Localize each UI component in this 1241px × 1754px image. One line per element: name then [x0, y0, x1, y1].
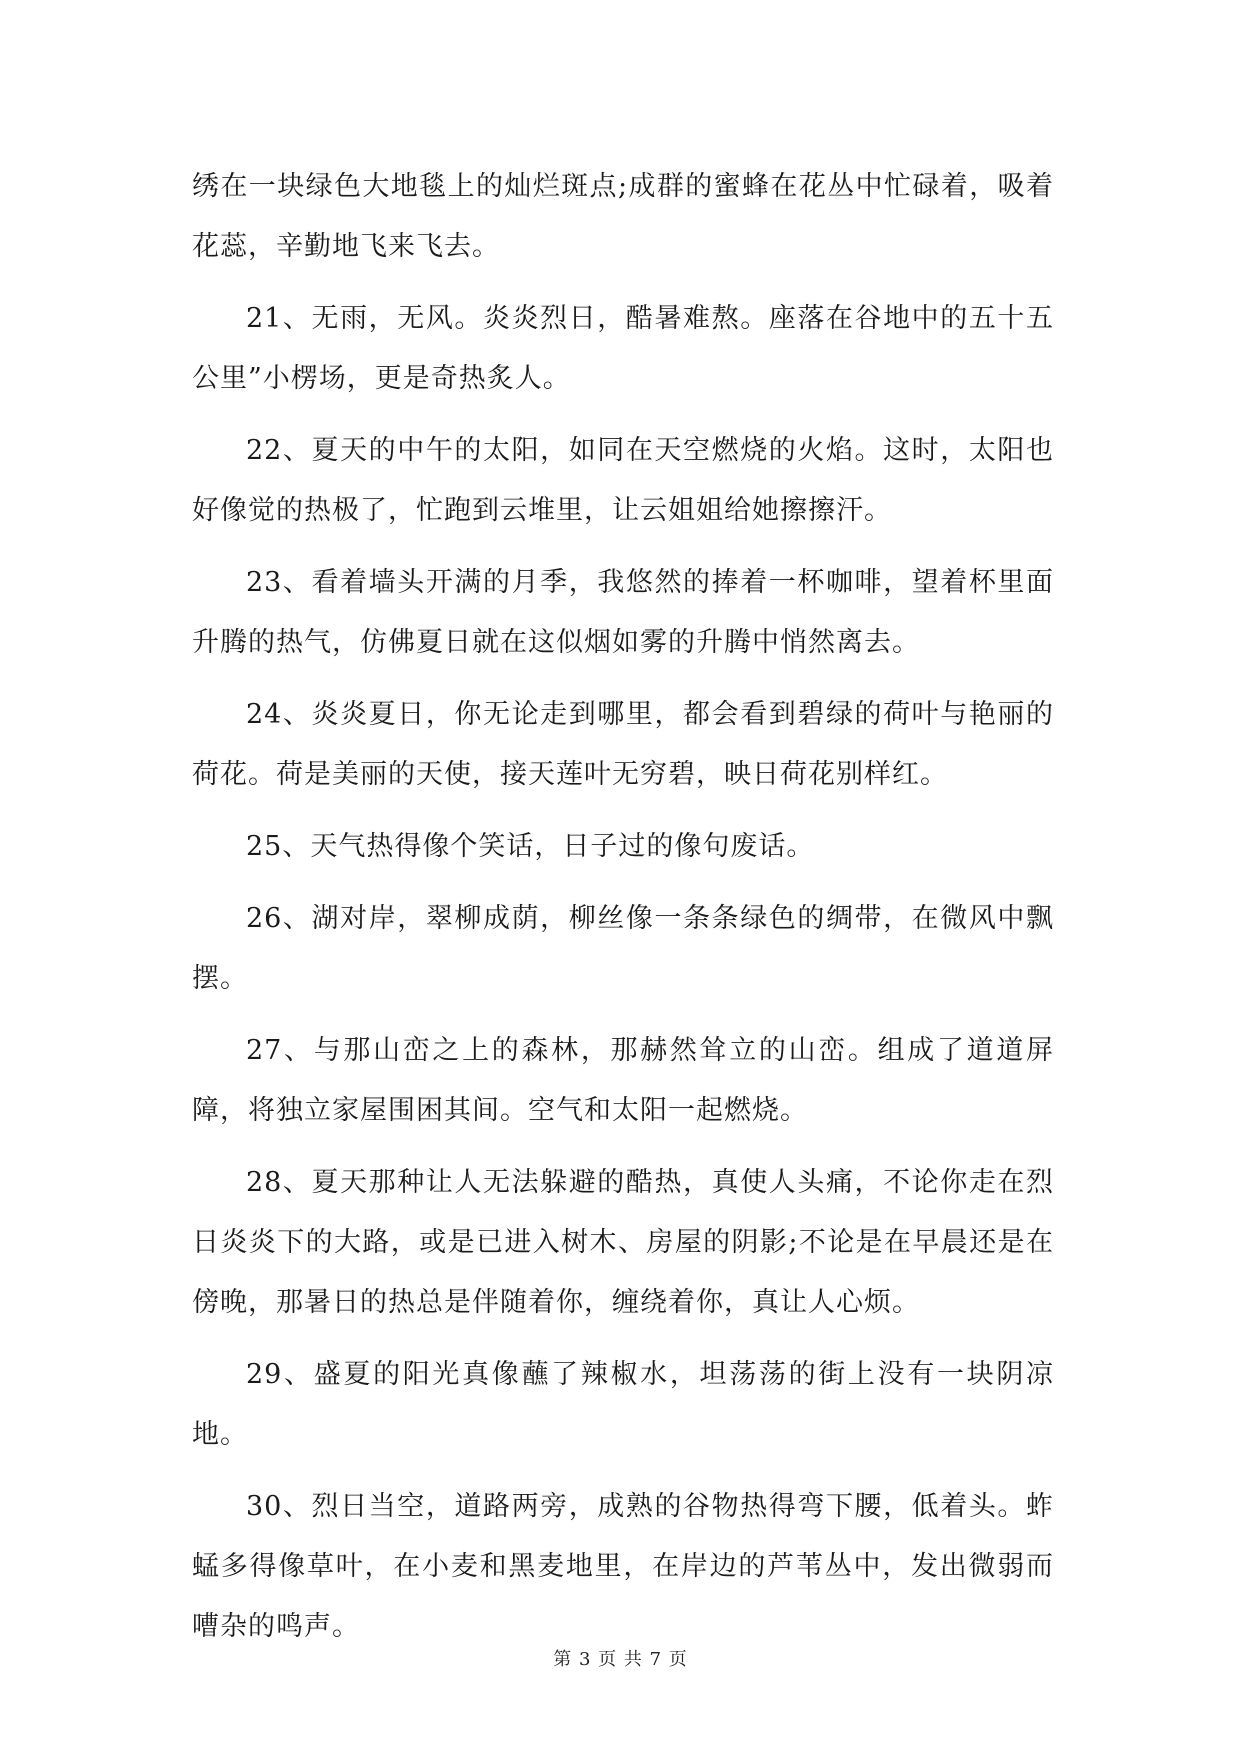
paragraph: 30、烈日当空，道路两旁，成熟的谷物热得弯下腰，低着头。蚱蜢多得像草叶，在小麦和黑麦地里，在岸边的芦苇丛中，发出微弱而嘈杂的鸣声。 [192, 1491, 1054, 1642]
page-number-footer: 第 3 页 共 7 页 [553, 1649, 688, 1670]
paragraph: 绣在一块绿色大地毯上的灿烂斑点;成群的蜜蜂在花丛中忙碌着，吸着花蕊，辛勤地飞来飞去。 [192, 171, 1054, 262]
paragraph: 21、无雨，无风。炎炎烈日，酷暑难熬。座落在谷地中的五十五公里”小楞场，更是奇热炙人。 [192, 303, 1054, 394]
document-body [192, 157, 1054, 1669]
paragraph: 28、夏天那种让人无法躲避的酷热，真使人头痛，不论你走在烈日炎炎下的大路，或是已进入树木、房屋的阴影;不论是在早晨还是在傍晚，那暑日的热总是伴随着你，缠绕着你，真让人心烦。 [192, 1167, 1054, 1318]
paragraph: 24、炎炎夏日，你无论走到哪里，都会看到碧绿的荷叶与艳丽的荷花。荷是美丽的天使，接天莲叶无穷碧，映日荷花别样红。 [192, 699, 1054, 790]
paragraph: 27、与那山峦之上的森林，那赫然耸立的山峦。组成了道道屏障，将独立家屋围困其间。空气和太阳一起燃烧。 [192, 1035, 1054, 1126]
paragraph: 25、天气热得像个笑话，日子过的像句废话。 [246, 831, 815, 862]
paragraph: 26、湖对岸，翠柳成荫，柳丝像一条条绿色的绸带，在微风中飘摆。 [192, 903, 1054, 994]
paragraph: 22、夏天的中午的太阳，如同在天空燃烧的火焰。这时，太阳也好像觉的热极了，忙跑到云堆里，让云姐姐给她擦擦汗。 [192, 435, 1054, 526]
paragraph: 23、看着墙头开满的月季，我悠然的捧着一杯咖啡，望着杯里面升腾的热气，仿佛夏日就在这似烟如雾的升腾中悄然离去。 [192, 567, 1054, 658]
paragraph: 29、盛夏的阳光真像蘸了辣椒水，坦荡荡的街上没有一块阴凉地。 [192, 1359, 1054, 1450]
